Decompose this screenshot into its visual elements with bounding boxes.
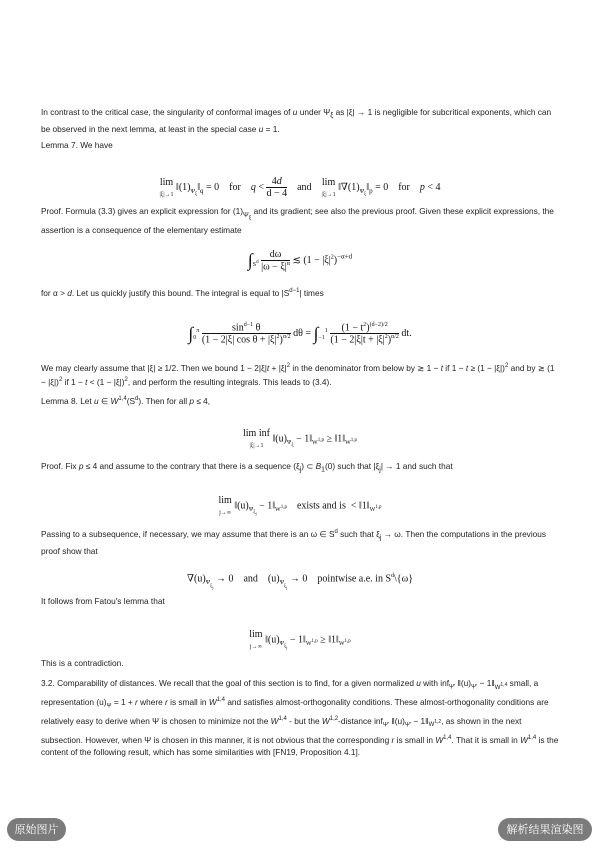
lemma-8-heading: Lemma 8. Let u ∈ $W^{1,4}(S^d)$. Then for all p ≤ 4, [41, 395, 211, 406]
equation-integral-identity: $\int_0^\pi$ $\frac{\sin^{d-1} \theta}{(1 - 2|\xi| \cos \theta + |\xi|^2)^{\alpha/2}}$ $d\theta = \int_{-1}^1$ $\frac{(1 - t^2)^{(d-2)/2}}{(1 - 2|\xi|t + |\xi|^2)^{\alpha/2}}$ dt. [188, 322, 412, 346]
contradiction-paragraph: This is a contradiction. [41, 658, 124, 668]
section-3-2-paragraph: 3.2. Comparability of distances. We recall that the goal of this section is to find, for a given normalized u with inf$_{\Psi'}$ $‖(u)_{\Psi'}$ − $1‖_{W^{1,4}}$ small, a representation $(u)_\Psi = 1 + r$ where r is small in W$^{1,4}$ and satisfies almost-orthogonality conditions. These almost-orthogonality conditions are relatively easy to derive when Ψ is chosen to minimize not the W$^{1,4}$ - but the W$^{1,2}$-distance inf$_{\Psi'}$ $‖(u)_{\Psi'}$ − $1‖_{W^{1,2}}$, as shown in the next subsection. However, when Ψ is chosen in this manner, it is not obvious that the corresponding r is small in W$^{1,4}$. That it is small in W$^{1,4}$ is the content of the following result, which has some similarities with [FN19, Proposition 4.1]. [41, 678, 559, 757]
equation-fatou: lim j→∞ $‖(u)_{\Psi_{\xi_j}}$ − $1‖_{W^{1,p}}$ ≥ $‖1‖_{W^{1,p}}$ [249, 629, 351, 651]
passing-paragraph: Passing to a subsequence, if necessary, we may assume that there is an ω ∈ $S^d$ such that $\xi_j \to \omega$. Then the computations in the previous proof show that [41, 528, 547, 556]
equation-lemma-8: lim inf |ξ|→1 $‖(u)_{\Psi_\xi}$ − $1‖_{W^{1,p}}$ ≥ $‖1‖_{W^{1,p}}$ [243, 428, 357, 449]
intro-paragraph: In contrast to the critical case, the singularity of conformal images of u under $\Psi_\xi$ as |ξ| → 1 is negligible for subcritical exponents, which can be observed in the next lemma, at least in the special case u = 1. [41, 107, 552, 135]
proof-1-paragraph: Proof. Formula (3.3) gives an explicit expression for $(1)_{\Psi_\xi}$ and its gradient; see also the previous proof. Given these explicit expressions, the assertion is a consequence of the elementary estimate [41, 206, 554, 236]
equation-elementary-estimate: $\int_{S^d}$ $\frac{d\omega}{|\omega - \xi|^\alpha}$ ≲ $(1 - |\xi|^2)^{-\alpha+d}$ [247, 249, 353, 273]
original-image-button[interactable]: 原始图片 [7, 818, 66, 841]
proof-2-paragraph: Proof. Fix p ≤ 4 and assume to the contrary that there is a sequence $(\xi_j)$ ⊂ $B_1(0)$ such that $|\xi_j| \to 1$ and such that [41, 461, 453, 474]
assume-paragraph: We may clearly assume that |ξ| ≥ 1/2. Then we bound $1 - 2|\xi|t + |\xi|^2$ in the denominator from below by ≳ 1 − t if $1 - t \ge (1 - |\xi|)^2$ and by ≳ $(1 - |\xi|)^2$ if $1 - t < (1 - |\xi|)^2$, and perform the resulting integrals. This leads to (3.4). [41, 362, 555, 387]
fatou-paragraph: It follows from Fatou's lemma that [41, 596, 165, 606]
equation-lemma-7: lim |ξ|→1 $‖(1)_{\Psi_\xi}‖_q = 0$ for q < $\frac{4d}{d - 4}$ and lim |ξ|→1 $‖\nabla(1)_{\Psi_\xi}‖_p = 0$ for p < 4 [159, 176, 441, 199]
render-result-button[interactable]: 解析结果渲染图 [498, 818, 592, 841]
equation-pointwise-convergence: $\nabla(u)_{\Psi_{\xi_j}} \to 0$ and $(u)_{\Psi_{\xi_j}} \to 0$ pointwise a.e. in $S^d\backslash\{\omega\}$ [187, 573, 413, 590]
equation-contrary-assumption: lim j→∞ $‖(u)_{\Psi_{\xi_j}}$ − $1‖_{W^{1,p}}$ exists and is < $‖1‖_{W^{1,p}}$ [218, 495, 382, 517]
justify-paragraph: for α > d. Let us quickly justify this bound. The integral is equal to $|S^{d-1}|$ times [41, 287, 324, 298]
lemma-7-heading: Lemma 7. We have [41, 140, 113, 150]
